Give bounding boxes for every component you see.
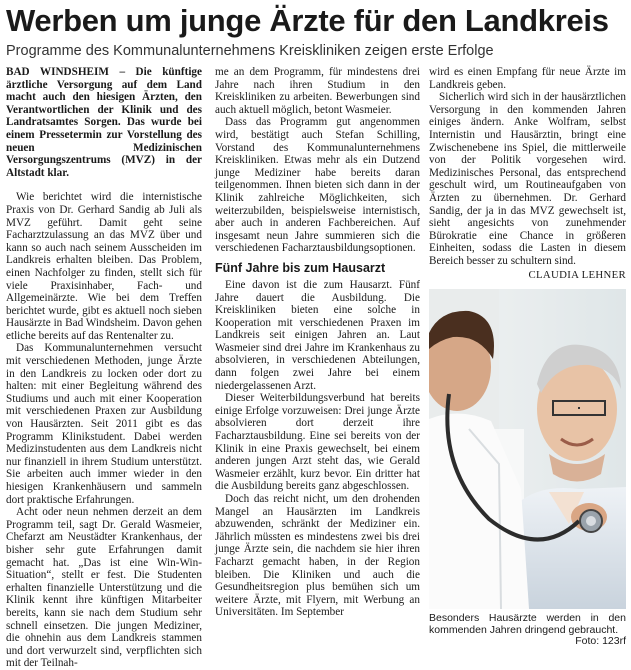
lead-paragraph: BAD WINDSHEIM – Die künftige ärztliche Versorgung auf dem Land macht auch den hiesigen Ärzten, den Verantwortlichen der Klinik und des Landratsamtes Sorgen. Das wurde bei einem Pressetermin zur Vorstellung des neuen Medizinischen Versorgungszentrums (MVZ) in der Altstadt klar. [6, 66, 202, 179]
paragraph: Dass das Programm gut angenommen wird, bestätigt auch Stefan Schilling, Vorstand des Kommunalunternehmens Kreiskliniken. Etwas mehr als ein Dutzend junge Mediziner habe bereits daran teilgenommen. Ihnen bieten sich dann in der Klinik zahlreiche Möglichkeiten, sich weiterzubilden, beispielsweise internistisch, aber auch in anderen Fachbereichen. Auf insgesamt neun Jahre summieren sich die verschiedenen Facharztausbildungsoptionen. [215, 116, 420, 255]
column-1 [6, 66, 202, 670]
column-2 [215, 66, 420, 619]
caption-text: Besonders Hausärzte werden in den kommenden Jahren dringend gebraucht. [429, 612, 626, 636]
doctor-patient-illustration [429, 289, 626, 609]
photo-caption [429, 613, 626, 648]
headline: Werben um junge Ärzte für den Landkreis [6, 3, 609, 38]
paragraph: Doch das reicht nicht, um den drohenden Mangel an Hausärzten im Landkreis abzuwenden, schränkt der Mediziner ein. Jährlich müssten es mindestens zwei bis drei junge Ärzte sein, die nachdem sie hier ihren Facharzt gemacht haben, in der Region bleiben. Die Kliniken und auch die Gesundheitsregion plus bemühen sich um weitere Ärzte, mit Flyern, mit Werbung an Universitäten. Im September [215, 493, 420, 619]
paragraph: me an dem Programm, für mindestens drei Jahre nach ihren Studium in den Kreiskliniken zu arbeiten. Bewerbungen sind auch aktuell möglich, betont Wasmeier. [215, 66, 420, 116]
section-subheading: Fünf Jahre bis zum Hausarzt [215, 260, 386, 275]
photo-credit: Foto: 123rf [575, 635, 626, 648]
subheadline: Programme des Kommunalunternehmens Kreiskliniken zeigen erste Erfolge [6, 43, 494, 59]
paragraph: Wie berichtet wird die internistische Praxis von Dr. Gerhard Sandig ab Juli als MVZ geführt. Damit geht seine Facharztzulassung an das MVZ über und kann so auch nach seinem Ausscheiden im Landkreis erhalten bleiben. Das Problem, einen Nachfolger zu finden, stellt sich für viele Praxisinhaber, Fach- und Allgemeinärzte. Wie bei dem Treffen berichtet wurde, gibt es aktuell noch sieben Hausärzte in Bad Windsheim. Davon gehen etliche bereits auf das Rentenalter zu. [6, 191, 202, 342]
article-photo [429, 289, 626, 609]
author-byline: CLAUDIA LEHNER [528, 268, 626, 281]
paragraph: wird es einen Empfang für neue Ärzte im Landkreis geben. [429, 66, 626, 91]
paragraph: Eine davon ist die zum Hausarzt. Fünf Jahre dauert die Ausbildung. Die Kreiskliniken bieten eine solche in Kooperation mit verschiedenen Praxen im Landkreis seit einigen Jahren an. Laut Wasmeier sind drei Jahre im Krankenhaus zu absolvieren, in verschiedenen Abteilungen, dann folgen zwei Jahre bei einem niedergelassenen Arzt. [215, 278, 420, 392]
paragraph: Dieser Weiterbildungsverbund hat bereits einige Erfolge vorzuweisen: Drei junge Ärzte absolvieren dort derzeit ihre Facharztausbildung. Eine sei bereits von der Klinik in eine Praxis gewechselt, bei einem anderen jungen Arzt steht das, wie Gerald Wasmeier erzählt, kurz bevor. Ein dritter hat die Ausbildung bereits ganz abgeschlossen. [215, 392, 420, 493]
column-3 [429, 66, 626, 281]
paragraph: Acht oder neun nehmen derzeit an dem Programm teil, sagt Dr. Gerald Wasmeier, Chefarzt am Neustädter Krankenhaus, der bisher sehr gute Erfahrungen damit gemacht hat. „Das ist eine Win-Win-Situation“, stellt er fest. Die Studenten erhalten finanzielle Unterstützung und die Klinik kennt ihre künftigen Mitarbeiter bereits, kann sie nach dem Studium sehr schnell einsetzen. Die jungen Mediziner, die ohnehin aus dem Landkreis stammen und dort verwurzelt sind, verpflichten sich mit der Teilnah- [6, 506, 202, 670]
paragraph: Das Kommunalunternehmen versucht mit verschiedenen Methoden, junge Ärzte in den Landkreis zu locken oder dort zu halten: mit einer Begleitung während des Studiums und auch mit einer Kooperation mit verschiedenen Praxen zur Ausbildung von Hausärzten. Seit 2011 gibt es das Programm Klinikstudent. Dabei werden Medizinstudenten aus dem Landkreis nicht nur finanziell in ihrem Studium unterstützt. Sie arbeiten auch immer wieder in den hiesigen Krankenhäusern und sammeln dort praktische Erfahrungen. [6, 342, 202, 506]
paragraph: Sicherlich wird sich in der hausärztlichen Versorgung in den kommenden Jahren einiges ändern. Anke Wolfram, selbst Internistin und Hausärztin, bringt eine Zwischenebene ins Spiel, die mittlerweile von der Politik vorgesehen wird. Medizinisches Personal, das entsprechend geschult wird, um Routineaufgaben von Ärzten zu übernehmen. Dr. Gerhard Sandig, der ja in das MVZ gewechselt ist, sieht angesichts von zunehmender Bürokratie eine Chance in größeren Einheiten, sodass die Lasten in diesem Bereich besser zu schultern sind. [429, 91, 626, 267]
